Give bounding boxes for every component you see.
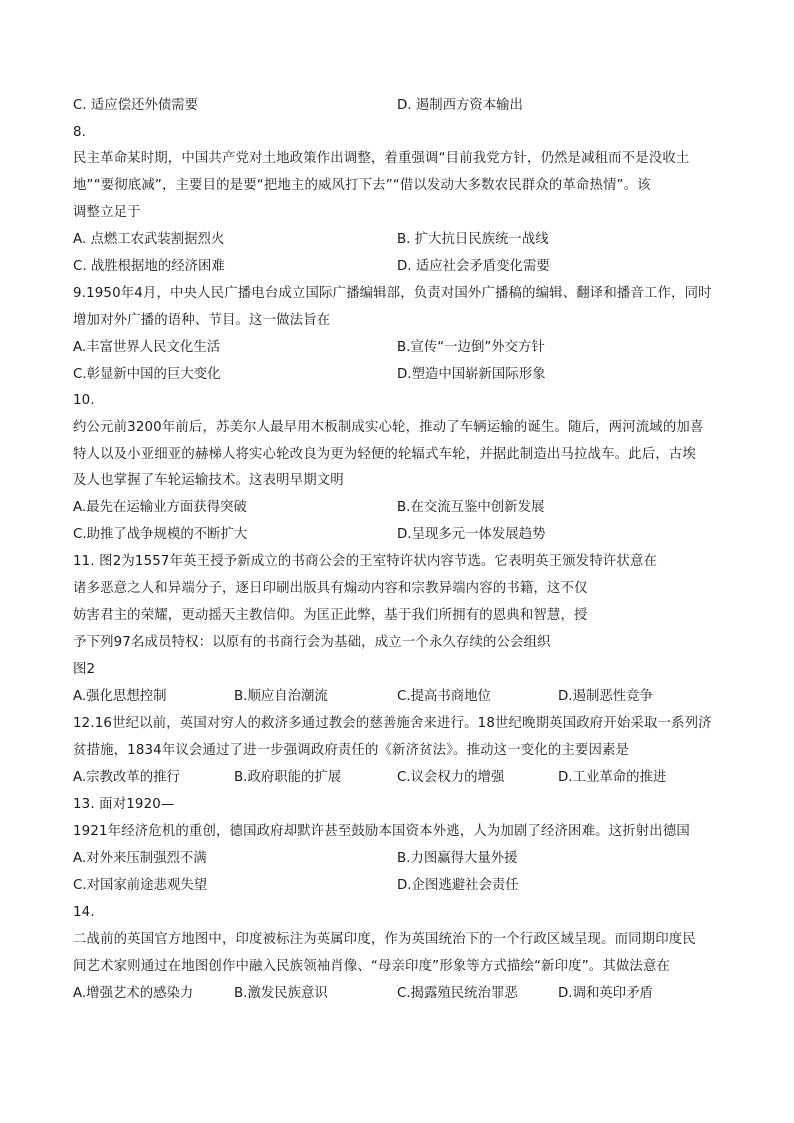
q8-stem-line-1: 民主革命某时期，中国共产党对土地政策作出调整，着重强调“目前我党方针，仍然是减租而不是没收土	[73, 151, 690, 166]
q11-option-b: B.顺应自治潮流	[234, 689, 328, 704]
q9-stem-line-2: 增加对外广播的语种、节目。这一做法旨在	[73, 313, 331, 328]
q12-option-b: B.政府职能的扩展	[234, 770, 342, 785]
q13-stem-line-2: 1921年经济危机的重创，德国政府却默许甚至鼓励本国资本外逃，人为加剧了经济困难。这折射出德国	[73, 824, 690, 839]
q9-option-d: D.塑造中国崭新国际形象	[397, 367, 546, 382]
q10-stem-line-3: 及人也掌握了车轮运输技术。这表明早期文明	[73, 473, 344, 488]
q13-option-b: B.力图赢得大量外援	[397, 851, 518, 866]
q9-stem-line-1: 9.1950年4月，中央人民广播电台成立国际广播编辑部，负责对国外广播稿的编辑、翻译和播音工作，同时	[73, 286, 712, 301]
q14-option-c: C.揭露殖民统治罪恶	[397, 986, 518, 1001]
q8-stem-line-2: 地”“要彻底减”，主要目的是要“把地主的威风打下去”“借以发动大多数农民群众的革命热情”。该	[73, 178, 651, 193]
q9-option-b: B.宣传“一边倒”外交方针	[397, 340, 545, 355]
q12-option-d: D.工业革命的推进	[558, 770, 667, 785]
q12-option-a: A.宗教改革的推行	[73, 770, 180, 785]
q13-stem-line-1: 13. 面对1920—	[73, 797, 175, 812]
q14-option-a: A.增强艺术的感染力	[73, 986, 194, 1001]
q13-option-d: D.企图逃避社会责任	[397, 878, 519, 893]
q7-option-d: D. 遏制西方资本输出	[397, 98, 523, 113]
q10-option-a: A.最先在运输业方面获得突破	[73, 500, 247, 515]
q14-option-b: B.激发民族意识	[234, 986, 328, 1001]
q13-option-c: C.对国家前途悲观失望	[73, 878, 208, 893]
q11-stem-line-1: 11. 图2为1557年英王授予新成立的书商公会的王室特许状内容节选。它表明英王颁发特许状意在	[73, 554, 658, 569]
q8-stem-line-3: 调整立足于	[73, 205, 141, 220]
q11-figure-caption: 图2	[73, 662, 96, 677]
q14-option-d: D.调和英印矛盾	[558, 986, 653, 1001]
q12-option-c: C.议会权力的增强	[397, 770, 505, 785]
q11-excerpt-line-2: 妨害君主的荣耀，更动摇天主教信仰。为匡正此弊，基于我们所拥有的恩典和智慧，授	[73, 608, 588, 623]
q11-option-a: A.强化思想控制	[73, 689, 167, 704]
q11-excerpt-line-1: 诸多恶意之人和异端分子，逐日印刷出版具有煽动内容和宗教异端内容的书籍，这不仅	[73, 581, 588, 596]
q10-option-c: C.助推了战争规模的不断扩大	[73, 527, 248, 542]
q14-stem-line-2: 间艺术家则通过在地图创作中融入民族领袖肖像、“母亲印度”形象等方式描绘“新印度”。其做法意在	[73, 959, 671, 974]
q10-option-b: B.在交流互鉴中创新发展	[397, 500, 545, 515]
q7-option-c: C. 适应偿还外债需要	[73, 98, 198, 113]
q9-option-a: A.丰富世界人民文化生活	[73, 340, 221, 355]
q11-option-d: D.遏制恶性竞争	[558, 689, 653, 704]
q9-option-c: C.彰显新中国的巨大变化	[73, 367, 221, 382]
q13-option-a: A.对外来压制强烈不满	[73, 851, 207, 866]
q10-option-d: D.呈现多元一体发展趋势	[397, 527, 546, 542]
q10-number: 10.	[73, 393, 95, 408]
q8-number: 8.	[73, 125, 87, 140]
q8-option-d: D. 适应社会矛盾变化需要	[397, 259, 550, 274]
q8-option-b: B. 扩大抗日民族统一战线	[397, 232, 549, 247]
q11-option-c: C.提高书商地位	[397, 689, 491, 704]
q14-stem-line-1: 二战前的英国官方地图中，印度被标注为英属印度，作为英国统治下的一个行政区域呈现。而同期印度民	[73, 932, 696, 947]
q8-option-a: A. 点燃工农武装割据烈火	[73, 232, 225, 247]
q12-stem-line-1: 12.16世纪以前，英国对穷人的救济多通过教会的慈善施舍来进行。18世纪晚期英国政府开始采取一系列济	[73, 716, 712, 731]
q10-stem-line-1: 约公元前3200年前后，苏美尔人最早用木板制成实心轮，推动了车辆运输的诞生。随后，两河流域的加喜	[73, 420, 704, 435]
q12-stem-line-2: 贫措施，1834年议会通过了进一步强调政府责任的《新济贫法》。推动这一变化的主要因素是	[73, 743, 630, 758]
q14-number: 14.	[73, 905, 95, 920]
q8-option-c: C. 战胜根据地的经济困难	[73, 259, 225, 274]
q11-excerpt-line-3: 予下列97名成员特权：以原有的书商行会为基础，成立一个永久存续的公会组织	[73, 635, 551, 650]
q10-stem-line-2: 特人以及小亚细亚的赫梯人将实心轮改良为更为轻便的轮辐式车轮，并据此制造出马拉战车。此后，古埃	[73, 447, 696, 462]
